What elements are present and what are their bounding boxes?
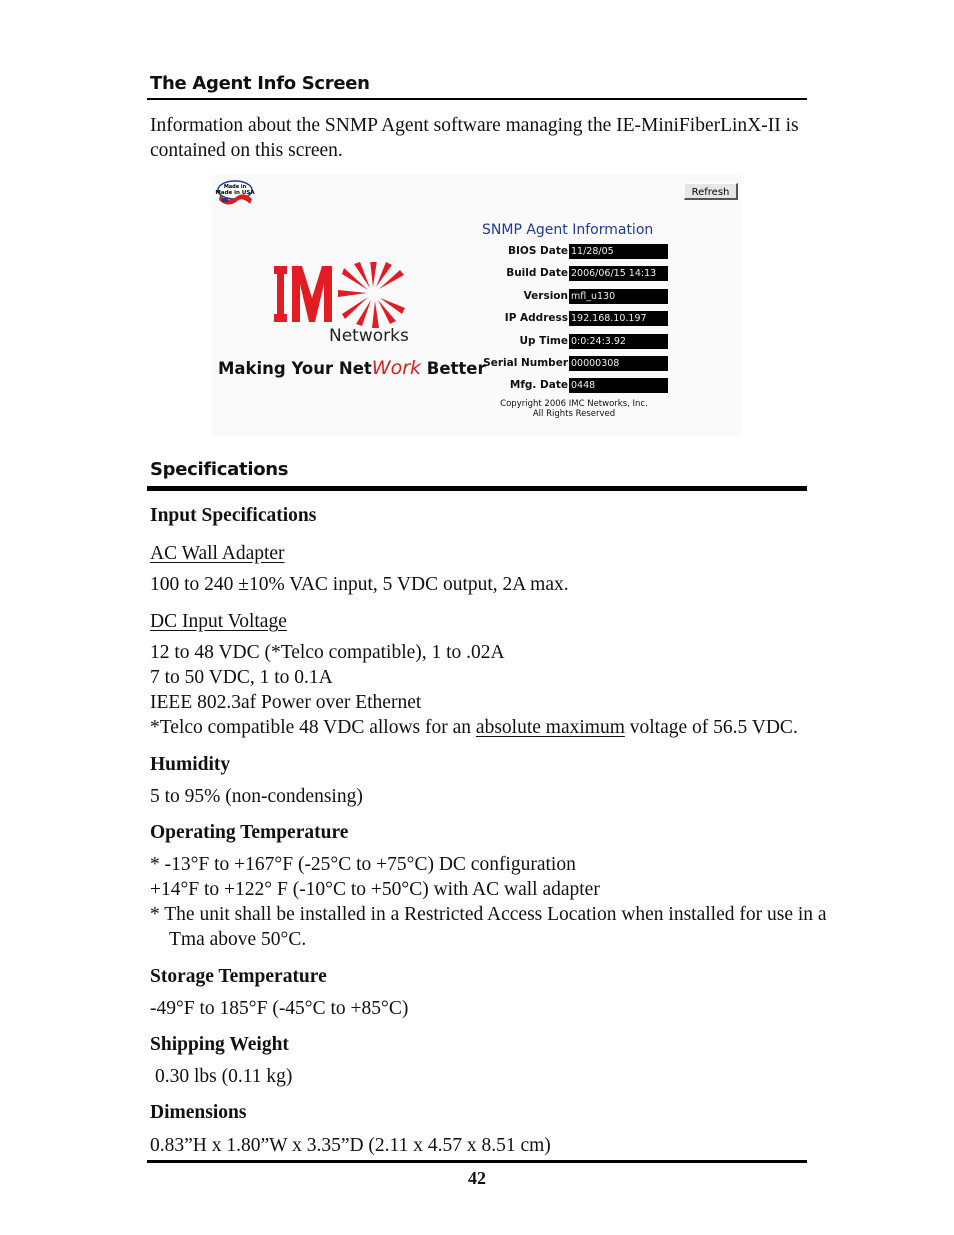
spec-line: IEEE 802.3af Power over Ethernet (150, 692, 422, 713)
field-label: Build Date (506, 267, 568, 279)
operating-temp-text (150, 852, 830, 952)
field-label: Serial Number (483, 357, 568, 369)
humidity-text: 5 to 95% (non-condensing) (150, 786, 363, 807)
absolute-maximum-text: absolute maximum (475, 717, 625, 738)
field-value: mfl_u130 (569, 289, 668, 304)
spec-line: Tma above 50°C. (169, 929, 307, 950)
spec-line: * The unit shall be installed in a Restricted Access Location when installed for use in a (150, 904, 827, 925)
field-value: 192.168.10.197 (569, 311, 668, 326)
field-label: IP Address (504, 312, 568, 324)
field-value: 00000308 (569, 356, 668, 371)
heading-rule (147, 98, 807, 100)
field-label: Up Time (519, 335, 568, 347)
copyright-line: Copyright 2006 IMC Networks, Inc. (500, 399, 648, 409)
ac-wall-adapter-text: 100 to 240 ±10% VAC input, 5 VDC output, 2A max. (150, 574, 569, 595)
shipping-weight-heading: Shipping Weight (150, 1034, 289, 1055)
spec-text: *Telco compatible 48 VDC allows for an (150, 717, 476, 738)
dc-input-voltage-label: DC Input Voltage (150, 611, 287, 632)
field-label: Mfg. Date (509, 379, 568, 391)
spec-line (150, 715, 810, 740)
field-row-bios-date (452, 244, 672, 259)
section-heading-specifications: Specifications (150, 459, 289, 480)
copyright-line: All Rights Reserved (532, 409, 616, 419)
input-specs-heading: Input Specifications (150, 505, 317, 526)
field-row-mfg-date (452, 378, 672, 393)
field-value: 0448 (569, 378, 668, 393)
footer-rule (147, 1160, 807, 1163)
intro-line: Information about the SNMP Agent software managing the IE-MiniFiberLinX-II is (150, 115, 799, 136)
page-number: 42 (468, 1168, 486, 1188)
tagline-part: Making Your Net (218, 359, 372, 378)
field-row-serial-number (452, 356, 672, 371)
spec-text: voltage of 56.5 VDC. (624, 717, 798, 738)
copyright-text (474, 399, 674, 419)
intro-line: contained on this screen. (150, 140, 343, 161)
field-value: 2006/06/15 14:13 (569, 266, 668, 281)
tagline-part: Better (421, 359, 486, 378)
spec-line: +14°F to +122° F (-10°C to +50°C) with AC wall adapter (150, 879, 600, 900)
svg-text:Made in USA: Made in USA (215, 190, 255, 196)
logo-networks-text: Networks (329, 326, 409, 346)
field-label: BIOS Date (508, 245, 568, 257)
ac-wall-adapter-label: AC Wall Adapter (150, 543, 285, 564)
spec-line: 7 to 50 VDC, 1 to 0.1A (150, 667, 333, 688)
field-value: 0:0:24:3.92 (569, 334, 668, 349)
field-row-version (452, 289, 672, 304)
storage-temp-heading: Storage Temperature (150, 966, 327, 987)
dimensions-heading: Dimensions (150, 1102, 247, 1123)
field-row-build-date (452, 266, 672, 281)
operating-temp-heading: Operating Temperature (150, 822, 349, 843)
spec-line: * -13°F to +167°F (-25°C to +75°C) DC configuration (150, 854, 576, 875)
field-row-ip-address (452, 311, 672, 326)
field-value: 11/28/05 (569, 244, 668, 259)
storage-temp-text: -49°F to 185°F (-45°C to +85°C) (150, 998, 409, 1019)
humidity-heading: Humidity (150, 754, 231, 775)
shipping-weight-text: 0.30 lbs (0.11 kg) (155, 1066, 293, 1087)
made-in-usa-badge-icon (214, 179, 256, 207)
heading-rule-thick (147, 486, 807, 491)
section-heading-agent-info: The Agent Info Screen (150, 73, 370, 94)
svg-text:Made in: Made in (223, 184, 247, 190)
refresh-button[interactable]: Refresh (684, 183, 738, 200)
field-row-up-time (452, 334, 672, 349)
agent-info-screenshot (212, 174, 742, 436)
dimensions-text: 0.83”H x 1.80”W x 3.35”D (2.11 x 4.57 x 8.51 cm) (150, 1135, 551, 1156)
tagline-script: Work (371, 357, 422, 379)
spec-line: 12 to 48 VDC (*Telco compatible), 1 to .02A (150, 642, 505, 663)
dc-input-voltage-text (150, 640, 810, 740)
imc-logo-icon (272, 262, 412, 328)
intro-paragraph (150, 113, 810, 163)
field-label: Version (523, 290, 568, 302)
snmp-agent-title: SNMP Agent Information (482, 222, 654, 238)
logo-tagline (218, 357, 486, 379)
